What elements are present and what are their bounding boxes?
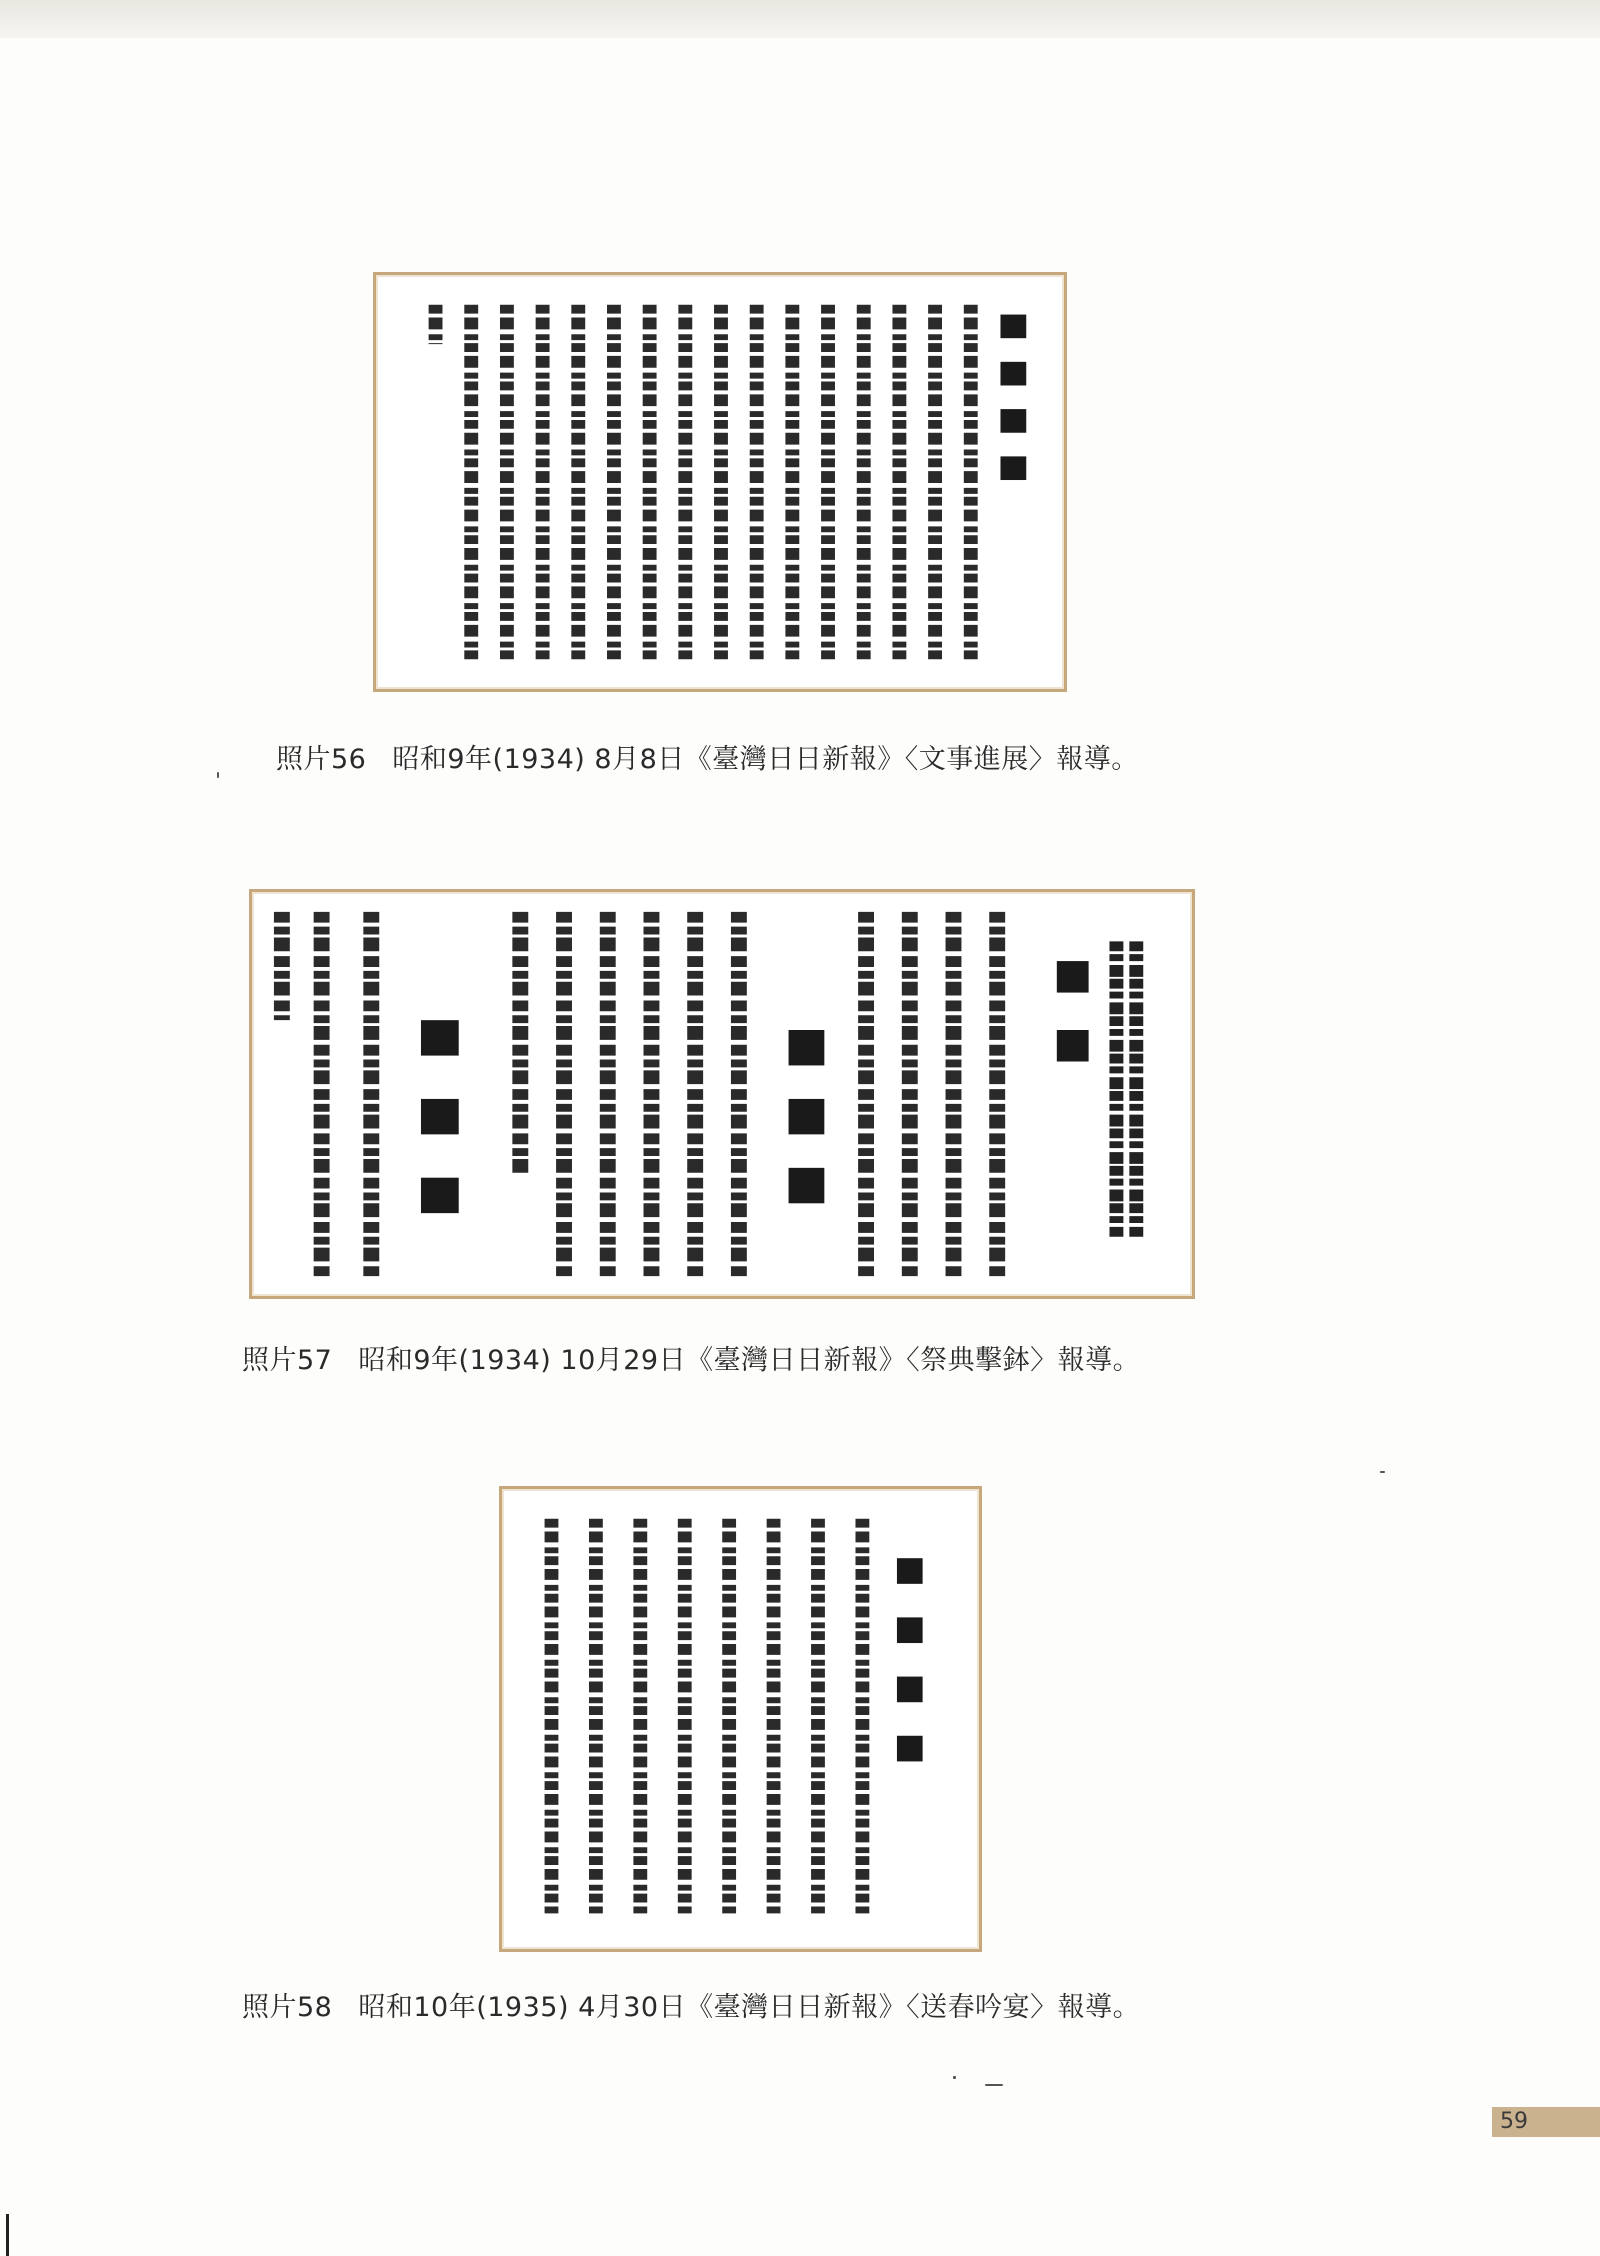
photo-58-newspaper-clipping [499,1486,982,1952]
scan-edge-mark [6,2214,9,2256]
photo-56-label: 照片56 [276,744,367,775]
photo-57-newspaper-clipping [249,889,1195,1299]
scan-speck [217,772,219,778]
photo-57-caption [242,1338,1140,1377]
photo-58-caption [242,1985,1140,2024]
photo-58-caption-text: 昭和10年(1935) 4月30日《臺灣日日新報》〈送春吟宴〉報導。 [358,1992,1141,2023]
photo-57-caption-text: 昭和9年(1934) 10月29日《臺灣日日新報》〈祭典擊鉢〉報導。 [358,1345,1141,1376]
photo-57-label: 照片57 [242,1345,333,1376]
photo-56-caption [276,737,1139,776]
scan-speck [953,2076,956,2079]
clipping-image-56 [386,285,1054,679]
page-header-band [0,0,1600,38]
clipping-image-57 [262,902,1182,1286]
photo-56-newspaper-clipping [373,272,1067,692]
page-number: 59 [1492,2107,1600,2137]
scan-speck [1380,1471,1385,1473]
photo-56-caption-text: 昭和9年(1934) 8月8日《臺灣日日新報》〈文事進展〉報導。 [392,744,1139,775]
clipping-image-58 [512,1499,969,1939]
scan-speck [985,2084,1003,2086]
photo-58-label: 照片58 [242,1992,333,2023]
